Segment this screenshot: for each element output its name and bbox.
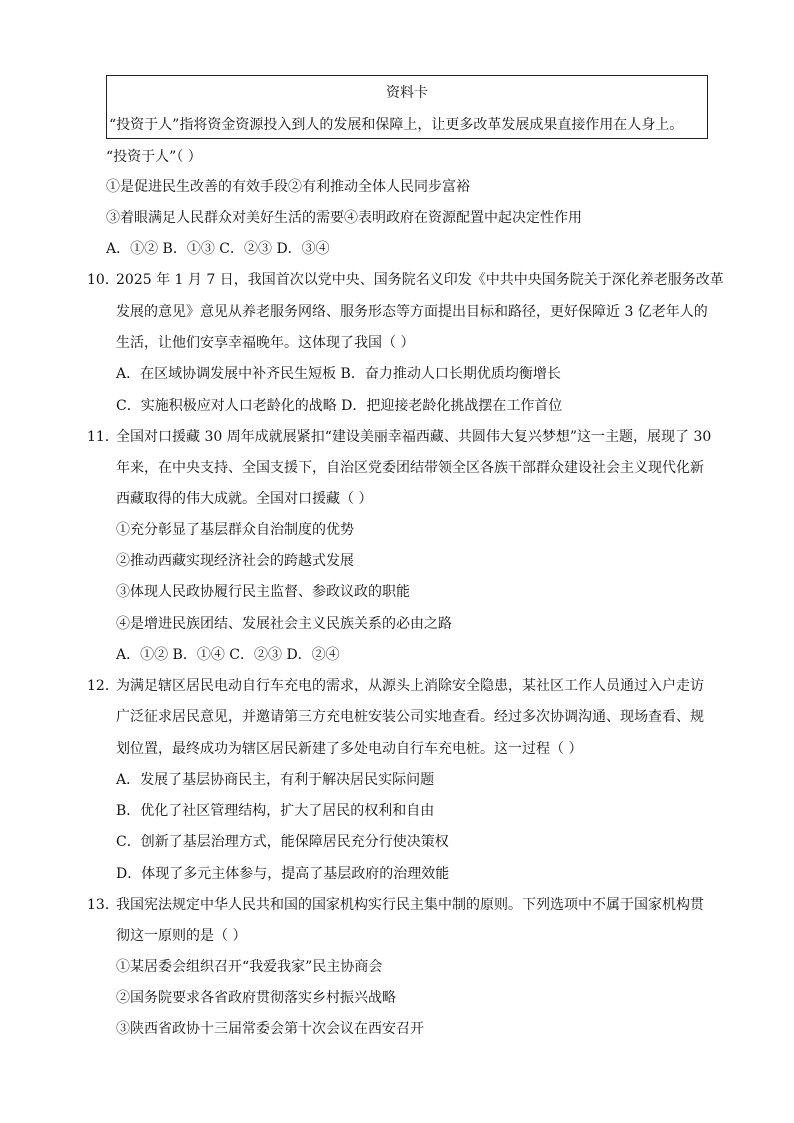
info-card <box>106 75 708 139</box>
q11-option-4: ④是增进民族团结、发展社会主义民族关系的必由之路 <box>116 616 452 632</box>
q12-line-3: 划位置，最终成功为辖区居民新建了多处电动自行车充电桩。这一过程（ ） <box>116 741 583 757</box>
info-card-body: “投资于人”指将资金资源投入到人的发展和保障上，让更多改革发展成果直接作用在人身上。 <box>109 117 684 133</box>
q10-line-1: 2025 年 1 月 7 日，我国首次以党中央、国务院名义印发《中共中央国务院关于深化养老服务改革 <box>116 272 724 288</box>
q11-line-1: 全国对口援藏 30 周年成就展紧扣“建设美丽幸福西藏、共圆伟大复兴梦想”这一主题，展现了 30 <box>116 429 712 445</box>
q11-option-2: ②推动西藏实现经济社会的跨越式发展 <box>116 553 354 569</box>
q13-option-2: ②国务院要求各省政府贯彻落实乡村振兴战略 <box>116 990 396 1006</box>
q11-line-2: 年来，在中央支持、全国支援下，自治区党委团结带领全区各族干部群众建设社会主义现代化新 <box>116 460 704 476</box>
q9-stem: “投资于人”（ ） <box>106 149 202 165</box>
q12-option-d: D．体现了多元主体参与，提高了基层政府的治理效能 <box>116 866 450 882</box>
q11-option-1: ①充分彰显了基层群众自治制度的优势 <box>116 522 354 538</box>
q9-answer-choices: A．①② B．①③ C．②③ D．③④ <box>106 241 330 257</box>
q9-options-1-2: ①是促进民生改善的有效手段②有利推动全体人民同步富裕 <box>106 179 470 195</box>
q13-option-3: ③陕西省政协十三届常委会第十次会议在西安召开 <box>116 1021 424 1037</box>
q12-number: 12． <box>87 678 119 694</box>
info-card-title: 资料卡 <box>386 85 428 101</box>
q10-number: 10． <box>87 272 119 288</box>
q12-option-b: B．优化了社区管理结构，扩大了居民的权利和自由 <box>116 803 435 819</box>
q13-number: 13． <box>87 897 119 913</box>
q10-line-3: 生活，让他们安享幸福晚年。这体现了我国（ ） <box>116 335 415 351</box>
q11-option-3: ③体现人民政协履行民主监督、参政议政的职能 <box>116 584 410 600</box>
q11-line-3: 西藏取得的伟大成就。全国对口援藏（ ） <box>116 491 373 507</box>
q10-line-2: 发展的意见》意见从养老服务网络、服务形态等方面提出目标和路径，更好保障近 3 亿老年人的 <box>116 304 708 320</box>
q12-option-a: A．发展了基层协商民主，有利于解决居民实际问题 <box>116 772 435 788</box>
q11-number: 11． <box>87 429 119 445</box>
q12-line-1: 为满足辖区居民电动自行车充电的需求，从源头上消除安全隐患，某社区工作人员通过入户走访 <box>116 678 704 694</box>
q13-option-1: ①某居委会组织召开“我爱我家”民主协商会 <box>116 959 383 975</box>
q13-line-1: 我国宪法规定中华人民共和国的国家机构实行民主集中制的原则。下列选项中不属于国家机构贯 <box>116 897 704 913</box>
q12-line-2: 广泛征求居民意见，并邀请第三方充电桩安装公司实地查看。经过多次协调沟通、现场查看、规 <box>116 709 704 725</box>
q11-answer-choices: A．①② B．①④ C．②③ D．②④ <box>116 647 340 663</box>
q10-options-c-d: C．实施积极应对人口老龄化的战略 D．把迎接老龄化挑战摆在工作首位 <box>116 398 563 414</box>
q13-line-2: 彻这一原则的是（ ） <box>116 928 247 944</box>
q12-option-c: C．创新了基层治理方式，能保障居民充分行使决策权 <box>116 834 449 850</box>
q10-options-a-b: A．在区域协调发展中补齐民生短板 B．奋力推动人口长期优质均衡增长 <box>116 366 561 382</box>
q9-options-3-4: ③着眼满足人民群众对美好生活的需要④表明政府在资源配置中起决定性作用 <box>106 210 582 226</box>
